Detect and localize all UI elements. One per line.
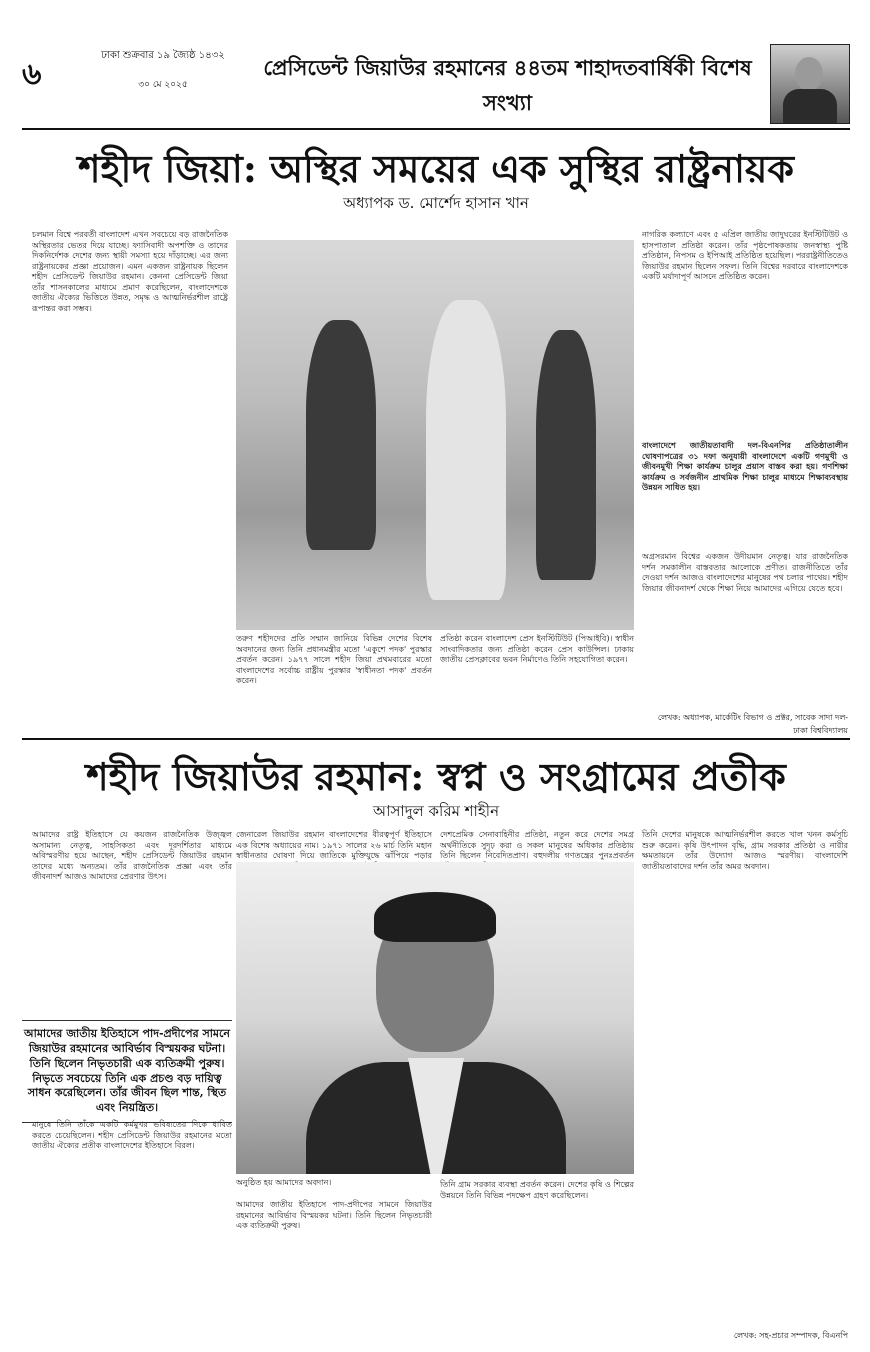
- article1-title: শহীদ জিয়া: অস্থির সময়ের এক সুস্থির রাষ্ট্রনায়ক: [78, 146, 794, 191]
- header-rule: [22, 128, 850, 130]
- section-rule: [22, 738, 850, 740]
- article2-column-4: তিনি দেশের মানুষকে আত্মনির্ভরশীল করতে খাল খনন কর্মসূচি শুরু করেন। কৃষি উৎপাদন বৃদ্ধি, গ্রাম সরকার প্রতিষ্ঠা ও নারীর ক্ষমতায়নে তাঁর উদ্যোগ আজও স্মরণীয়। বাংলাদেশি জাতীয়তাবাদের দর্শন তাঁর অমর অবদান।: [642, 830, 848, 871]
- page-number: ৬: [22, 57, 42, 92]
- article1-column-4: নাগরিক কল্যাণে এবং ৫ এপ্রিল জাতীয় জাদুঘরের ইনস্টিটিউট ও হাসপাতাল প্রতিষ্ঠা করেন। তাঁর পৃষ্ঠপোষকতায় জনস্বাস্থ্য পুষ্টি প্রতিষ্ঠান, নিপসম ও ইপিআই প্রতিষ্ঠিত হয়েছিল। পররাষ্ট্রনীতিতেও জিয়াউর রহমান ছিলেন সফল। তিনি বিশ্বের দরবারে বাংলাদেশকে একটি মর্যাদাপূর্ণ আসনে প্রতিষ্ঠিত করেন।: [642, 230, 848, 282]
- article2-column-1-end: মানুষে তিনি তাঁকে একটি কর্মমুখর ভবিষ্যতের দিকে ধাবিত করতে চেয়েছিলেন। শহীদ প্রেসিডেন্ট জিয়াউর রহমানের মতো জাতীয় ঐক্যের প্রতীক বাংলাদেশের ইতিহাসে বিরল।: [32, 1120, 232, 1151]
- photo-figure-3: [536, 330, 596, 580]
- article1-column-1: চলমান বিশ্বে পরবর্তী বাংলাদেশ এখন সবচেয়ে বড় রাজনৈতিক অস্থিরতার ভেতর দিয়ে যাচ্ছে। ফ্যাসিবাদী অপশক্তি ও তাদের দিকনির্দেশক দেশের জন্য স্থায়ী সমস্যা হয়ে দাঁড়াচ্ছে। এর জন্য রাষ্ট্রনায়কের প্রজ্ঞা প্রয়োজন। এমন একজন রাষ্ট্রনায়ক ছিলেন শহীদ প্রেসিডেন্ট জিয়াউর রহমান। কেননা প্রেসিডেন্ট জিয়া তাঁর শাসনকালের মাধ্যমে প্রমাণ করেছিলেন, বাংলাদেশকে জাতীয় ঐক্যের ভিত্তিতে উন্নত, সমৃদ্ধ ও আত্মনির্ভরশীল রাষ্ট্রে রূপান্তর করা সম্ভব।: [32, 230, 228, 313]
- article2-column-1: আমাদের রাষ্ট্র ইতিহাসে যে কয়জন রাজনৈতিক উজ্জ্বল অসামান্য নেতৃত্ব, সাহসিকতা এবং দূরদর্শিতার মাধ্যমে অবিস্মরণীয় হয়ে আছেন, শহীদ প্রেসিডেন্ট জিয়াউর রহমান তাদের মধ্যে অন্যতম। তাঁর রাজনৈতিক প্রজ্ঞা এবং তাঁর জীবনাদর্শ আজও আমাদের প্রেরণার উৎস।: [32, 830, 232, 882]
- article2-column-2-end: আমাদের জাতীয় ইতিহাসে পাদ-প্রদীপের সামনে জিয়াউর রহমানের আবির্ভাব বিস্ময়কর ঘটনা। তিনি ছিলেন নিভৃতচারী এক ব্যতিক্রমী পুরুষ।: [236, 1200, 432, 1231]
- portrait-face: [795, 57, 823, 91]
- photo-figure-2: [426, 300, 506, 600]
- article2-column-2: জেনারেল জিয়াউর রহমান বাংলাদেশের বীরত্বপূর্ণ ইতিহাসে এক বিশেষ অধ্যায়ের নাম। ১৯৭১ সালের ২৬ মার্চ তিনি মহান স্বাধীনতার ঘোষণা দিয়ে জাতিকে মুক্তিযুদ্ধে ঝাঁপিয়ে পড়ার: [236, 830, 432, 861]
- article2-signature: লেখক: সহ-প্রচার সম্পাদক, বিএনপি: [733, 1331, 848, 1340]
- article1-caption-right: প্রতিষ্ঠা করেন বাংলাদেশ প্রেস ইনস্টিটিউট (পিআইবি)। স্বাধীন সাংবাদিকতার জন্য প্রতিষ্ঠা করেন প্রেস কাউন্সিল। ঢাকায় জাতীয় প্রেসক্লাবের ভবন নির্মাণেও তিনি সহযোগিতা করেন।: [440, 634, 634, 665]
- article1-column-4-highlight: বাংলাদেশে জাতীয়তাবাদী দল-বিএনপির প্রতিষ্ঠাতালীন ঘোষণাপত্রের ৩১ দফা অনুযায়ী বাংলাদেশে একটি গণমুখী ও জীবনমুখী শিক্ষা কার্যক্রম চালুর প্রয়াস বাস্তব করা হয়। গণশিক্ষা কার্যক্রম ও সর্বজনীন প্রাথমিক শিক্ষা চালুর মাধ্যমে শিক্ষাব্যবস্থায় উন্নয়ন সাধিত হয়।: [642, 440, 848, 493]
- article2-author: আসাদুল করিম শাহীন: [372, 802, 500, 820]
- article1-column-2-head: [236, 230, 432, 240]
- article1-caption-left: তরুণ শহীদদের প্রতি সম্মান জানিয়ে বিভিন্ন দেশের বিশেষ অবদানের জন্য তিনি প্রধানমন্ত্রীর মতো 'একুশে পদক' পুরস্কার প্রবর্তন করেন। ১৯৭৭ সালে শহীদ জিয়া প্রথমবারের মতো বাংলাদেশের সর্বোচ্চ রাষ্ট্রীয় পুরস্কার 'স্বাধীনতা পদক' প্রবর্তন করেন।: [236, 634, 432, 686]
- article1-author: অধ্যাপক ড. মোর্শেদ হাসান খান: [343, 194, 529, 212]
- article2-portrait-photo: [236, 862, 634, 1174]
- portrait-thumbnail: [770, 44, 850, 124]
- portrait-hair: [374, 892, 496, 942]
- photo-figure-1: [306, 320, 376, 550]
- date-english: ৩০ মে ২০২৫: [138, 80, 188, 90]
- masthead: প্রেসিডেন্ট জিয়াউর রহমানের ৪৪তম শাহাদতবার্ষিকী বিশেষ সংখ্যা: [263, 55, 752, 115]
- portrait-body: [783, 89, 837, 123]
- article2-column-3-end: তিনি গ্রাম সরকার ব্যবস্থা প্রবর্তন করেন। দেশের কৃষি ও শিল্পের উন্নয়নে তিনি বিভিন্ন পদক্ষেপ গ্রহণ করেছিলেন।: [440, 1180, 634, 1200]
- date-bengali: ঢাকা শুক্রবার ১৯ জ্যৈষ্ঠ ১৪৩২: [101, 50, 225, 61]
- article1-column-4-end: অগ্রসরমান বিশ্বের একজন উদীয়মান নেতৃত্ব। যার রাজনৈতিক দর্শন সমকালীন বাস্তবতার আলোকে প্রণীত। রাজনীতিতে তাঁর দেওয়া দর্শন আজও বাংলাদেশের মানুষের পথ চলার পাথেয়। শহীদ জিয়ার জীবনাদর্শ থেকে শিক্ষা নিয়ে আমাদের এগিয়ে যেতে হবে।: [642, 552, 848, 593]
- article2-caption: অনুষ্ঠিত হয় আমাদের অবদান।: [236, 1178, 332, 1187]
- article2-title: শহীদ জিয়াউর রহমান: স্বপ্ন ও সংগ্রামের প্রতীক: [86, 754, 786, 799]
- article1-photo: [236, 240, 634, 630]
- article2-pullquote: আমাদের জাতীয় ইতিহাসে পাদ-প্রদীপের সামনে জিয়াউর রহমানের আবির্ভাব বিস্ময়কর ঘটনা। তিনি ছিলেন নিভৃতচারী এক ব্যতিক্রমী পুরুষ। নিভৃতে সবচেয়ে তিনি এক প্রচণ্ড বড় দায়িত্ব সাধন করেছিলেন। তাঁর জীবন ছিল শান্ত, স্থিত এবং নিয়ন্ত্রিত।: [22, 1020, 232, 1123]
- dateline: [78, 48, 248, 92]
- article1-signature: লেখক: অধ্যাপক, মার্কেটিং বিভাগ ও প্রক্টর, সাবেক সাদা দল- ঢাকা বিশ্ববিদ্যালয়: [657, 713, 848, 735]
- article2-column-3: দেশপ্রেমিক সেনাবাহিনীর প্রতিষ্ঠা, নতুন করে দেশের সমগ্র অর্থনীতিকে সুদৃঢ় করা ও সকল মানুষের অধিকার প্রতিষ্ঠায় তিনি ছিলেন নিবেদিতপ্রাণ। বহুদলীয় গণতন্ত্রের পুনঃপ্রবর্তন: [440, 830, 634, 861]
